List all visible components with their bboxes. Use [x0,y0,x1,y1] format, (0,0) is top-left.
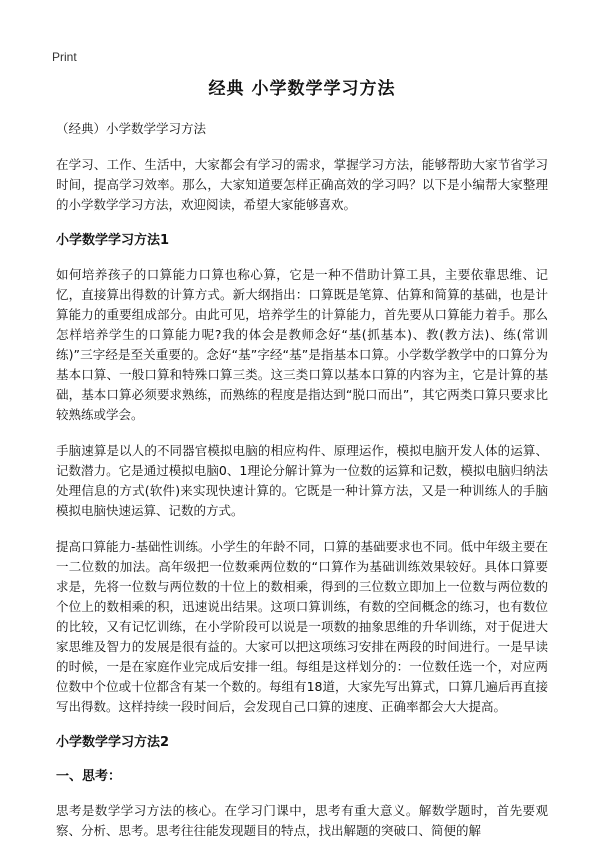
section-2-subheading: 一、思考： [56,769,122,784]
section-1-heading: 小学数学学习方法1 [56,233,170,248]
document-subtitle: （经典）小学数学学习方法 [56,121,207,136]
section-1-paragraph-1: 如何培养孩子的口算能力口算也称心算，它是一种不借助计算工具，主要依靠思维、记忆，直接算出得数的计算方式。新大纲指出：口算既是笔算、估算和简算的基础，也是计算能力的重要组成部分。由此可见，培养学生的计算能力，首先要从口算能力着手。那么怎样培养学生的口算能力呢?我的体会是教师念好“基(抓基本)、教(教方法)、练(常训练)”三字经是至关重要的。念好“基”字经“基”是指基本口算。小学数学教学中的口算分为基本口算、一般口算和特殊口算三类。这三类口算以基本口算的内容为主，它是计算的基础，基本口算必须要求熟练，而熟练的程度是指达到“脱口而出”，其它两类口算只要求比较熟练或学会。 [56,267,548,422]
section-2-heading: 小学数学学习方法2 [56,735,170,750]
page-title: 经典 小学数学学习方法 [208,79,396,99]
section-1-paragraph-2: 手脑速算是以人的不同器官模拟电脑的相应构件、原理运作，模拟电脑开发人体的运算、记数潜力。它是通过模拟电脑0、1理论分解计算为一位数的运算和记数，模拟电脑归纳法处理信息的方式(软件)来实现快速计算的。它既是一种计算方法，又是一种训练人的手脑模拟电脑快速运算、记数的方式。 [56,443,548,518]
section-2-paragraph-1: 思考是数学学习方法的核心。在学习门课中，思考有重大意义。解数学题时，首先要观察、分析、思考。思考往往能发现题目的特点，找出解题的突破口、简便的解 [56,803,548,838]
print-label: Print [52,50,77,64]
section-1-paragraph-3: 提高口算能力-基础性训练。小学生的年龄不同，口算的基础要求也不同。低中年级主要在一二位数的加法。高年级把一位数乘两位数的“口算作为基础训练效果较好。具体口算要求是，先将一位数与两位数的十位上的数相乘，得到的三位数立即加上一位数与两位数的个位上的数相乘的积，迅速说出结果。这项口算训练，有数的空间概念的练习，也有数位的比较，又有记忆训练，在小学阶段可以说是一项数的抽象思维的升华训练，对于促进大家思维及智力的发展是很有益的。大家可以把这项练习安排在两段的时间进行。一是早读的时候，一是在家庭作业完成后安排一组。每组是这样划分的：一位数任选一个，对应两位数中个位或十位都含有某一个数的。每组有18道，大家先写出算式，口算几遍后再直接写出得数。这样持续一段时间后，会发现自己口算的速度、正确率都会大大提高。 [56,539,549,714]
document-page [56,74,548,857]
intro-paragraph: 在学习、工作、生活中，大家都会有学习的需求，掌握学习方法，能够帮助大家节省学习时间，提高学习效率。那么，大家知道要怎样正确高效的学习吗？以下是小编帮大家整理的小学数学学习方法，欢迎阅读，希望大家能够喜欢。 [56,157,548,212]
